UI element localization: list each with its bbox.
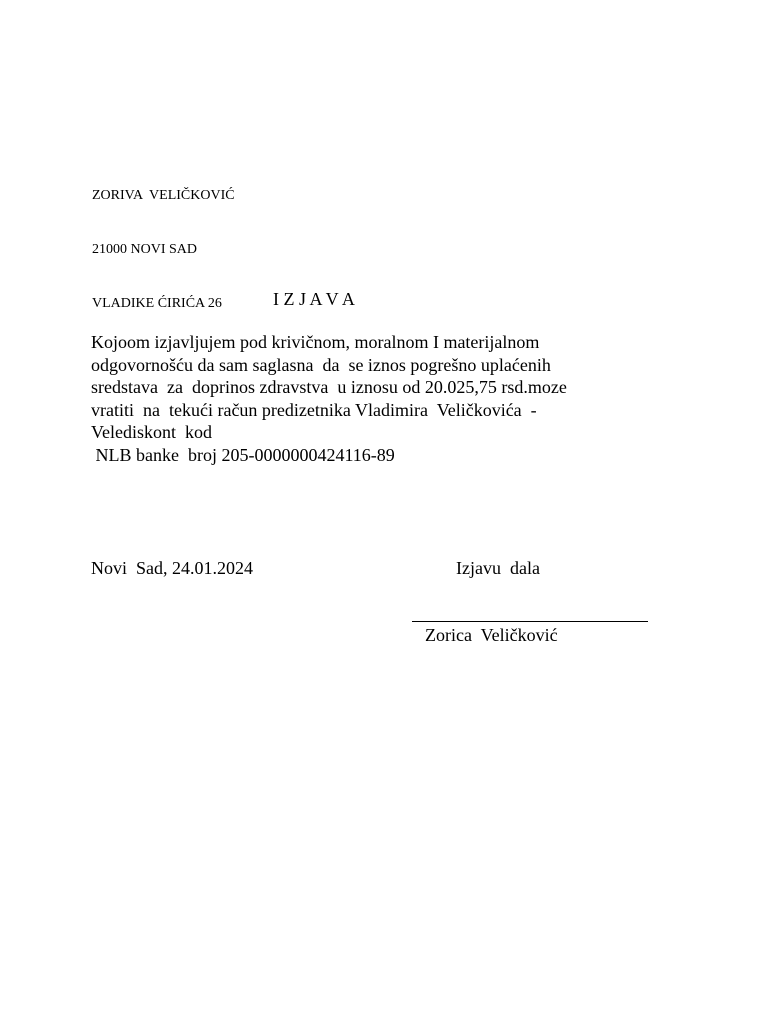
sender-city: 21000 NOVI SAD: [92, 242, 197, 257]
sender-street: VLADIKE ĆIRIĆA 26: [92, 296, 222, 311]
body-line: NLB banke broj 205-0000000424116-89: [91, 444, 395, 465]
body-line: odgovornošću da sam saglasna da se iznos pogrešno uplaćenih: [91, 354, 551, 375]
body-line: Velediskont kod: [91, 422, 212, 442]
statement-body: [91, 331, 691, 466]
body-line: vratiti na tekući račun predizetnika Vladimira Veličkovića -: [91, 399, 537, 420]
body-line: sredstava za doprinos zdravstva u iznosu od 20.025,75 rsd.moze: [91, 377, 567, 397]
signer-name: Zorica Veličković: [425, 625, 558, 645]
signature-line: [412, 621, 648, 622]
body-line: Kojoom izjavljujem pod krivičnom, moralnom I materijalnom: [91, 332, 540, 352]
document-title: I Z J A V A: [273, 289, 355, 309]
sender-name: ZORIVA VELIČKOVIĆ: [92, 188, 235, 203]
place-and-date: Novi Sad, 24.01.2024: [91, 558, 253, 578]
sender-address-block: [92, 151, 235, 349]
statement-given-by-label: Izjavu dala: [456, 558, 540, 578]
